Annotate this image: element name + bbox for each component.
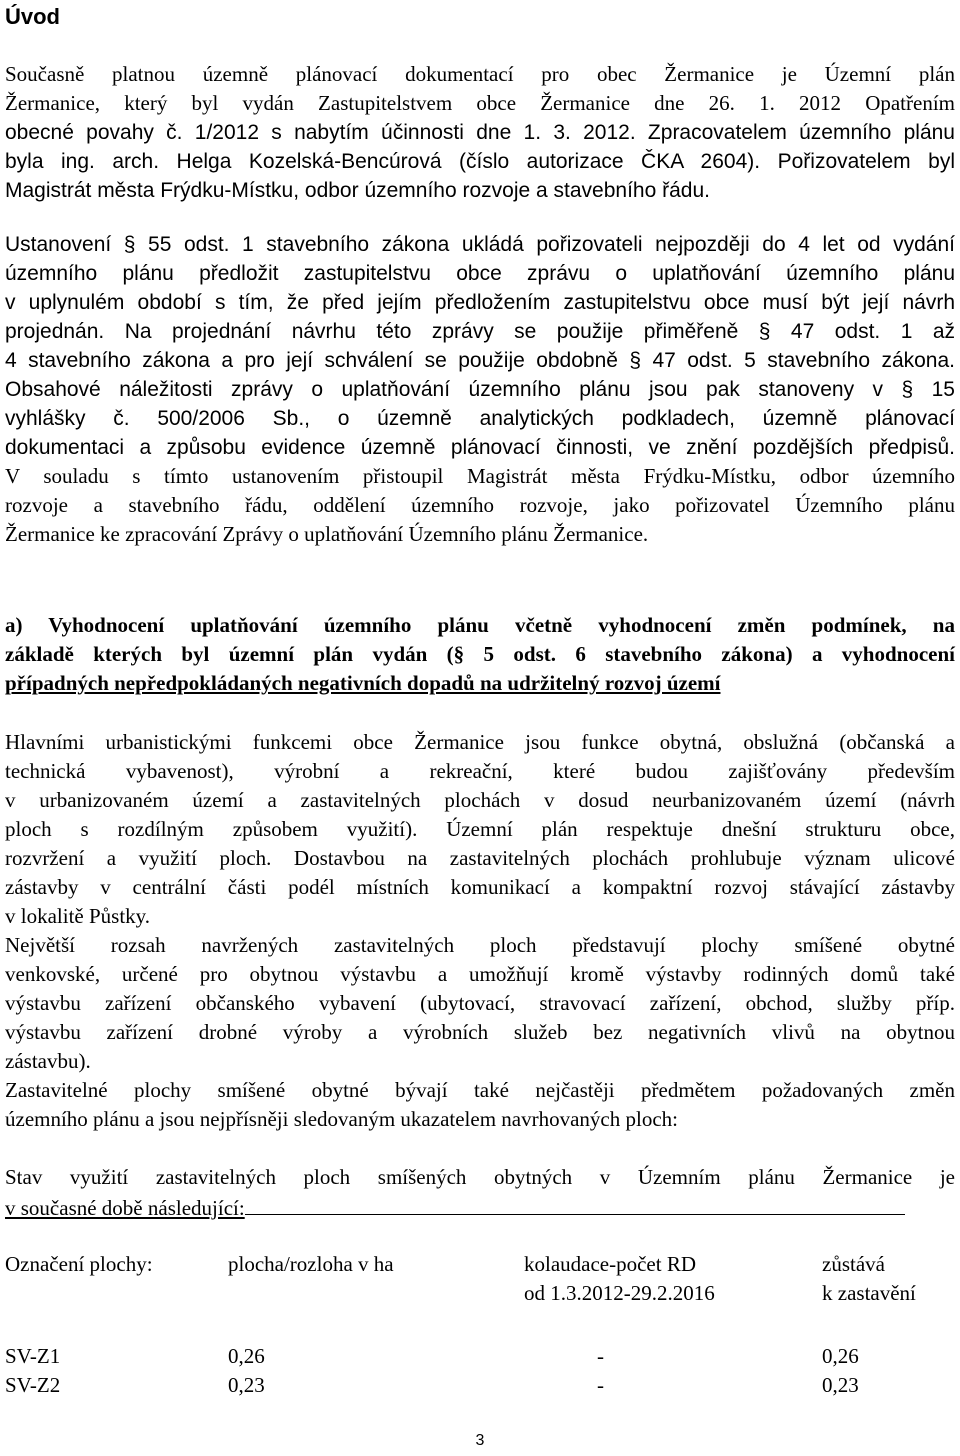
table-row-rozloha: 0,26 bbox=[228, 1344, 265, 1368]
table-row-zustava: 0,26 bbox=[822, 1344, 859, 1368]
table-header-zastaveni: k zastavění bbox=[822, 1281, 916, 1305]
law-line: Obsahové náležitosti zprávy o uplatňování územního plánu jsou pak stanoveny v § 15 bbox=[5, 378, 955, 401]
table-header-kolaudace-period: od 1.3.2012-29.2.2016 bbox=[524, 1281, 715, 1305]
intro-line: Magistrát města Frýdku-Místku, odbor územního rozvoje a stavebního řádu. bbox=[5, 179, 710, 202]
functions-line: technická vybavenost), výrobní a rekreační, které budou zajišťovány především bbox=[5, 759, 955, 783]
table-row-kolaudace: - bbox=[597, 1344, 604, 1368]
largest-line: zástavbu). bbox=[5, 1049, 91, 1073]
table-header-kolaudace: kolaudace-počet RD bbox=[524, 1252, 697, 1276]
law-line: V souladu s tímto ustanovením přistoupil Magistrát města Frýdku-Místku, odbor územního bbox=[5, 464, 955, 488]
law-line: 4 stavebního zákona a pro její schválení se použije obdobně § 47 odst. 5 stavebního zákona. bbox=[5, 349, 955, 372]
mixed-line: Zastavitelné plochy smíšené obytné bývají také nejčastěji předmětem požadovaných změn bbox=[5, 1078, 955, 1102]
functions-line: ploch s rozdílným způsobem využití). Územní plán respektuje dnešní strukturu obce, bbox=[5, 817, 955, 841]
table-header-zustava: zůstává bbox=[822, 1252, 885, 1276]
functions-line: v lokalitě Půstky. bbox=[5, 904, 151, 928]
table-row-kolaudace: - bbox=[597, 1373, 604, 1397]
law-line: dokumentaci a způsobu evidence územně plánovací činnosti, ve znění pozdějších předpisů. bbox=[5, 436, 955, 459]
functions-line: rozvržení a využití ploch. Dostavbou na zastavitelných plochách prohlubuje význam ulicové bbox=[5, 846, 955, 870]
section-a-heading-line: základě kterých byl územní plán vydán (§ 5 odst. 6 stavebního zákona) a vyhodnocení bbox=[5, 642, 955, 666]
table-header-plocha: Označení plochy: bbox=[5, 1252, 153, 1276]
table-header-rozloha: plocha/rozloha v ha bbox=[228, 1252, 394, 1276]
page-title: Úvod bbox=[5, 4, 60, 29]
functions-line: Hlavními urbanistickými funkcemi obce Žermanice jsou funkce obytná, obslužná (občanská a bbox=[5, 730, 955, 754]
table-row-rozloha: 0,23 bbox=[228, 1373, 265, 1397]
largest-line: výstavbu zařízení občanského vybavení (ubytovací, stravovací zařízení, obchod, služby příp. bbox=[5, 991, 955, 1015]
law-line: Ustanovení § 55 odst. 1 stavebního zákona ukládá pořizovateli nejpozději do 4 let od vydání bbox=[5, 233, 955, 256]
functions-line: v urbanizovaném území a zastavitelných plochách v dosud neurbanizovaném území (návrh bbox=[5, 788, 955, 812]
largest-line: venkovské, určené pro obytnou výstavbu a umožňují kromě výstavby rodinných domů také bbox=[5, 962, 955, 986]
largest-line: Největší rozsah navržených zastavitelných ploch představují plochy smíšené obytné bbox=[5, 933, 955, 957]
page-number: 3 bbox=[475, 1432, 485, 1449]
table-row-zustava: 0,23 bbox=[822, 1373, 859, 1397]
status-underline-filler bbox=[245, 1192, 905, 1215]
status-line: Stav využití zastavitelných ploch smíšených obytných v Územním plánu Žermanice je bbox=[5, 1165, 955, 1189]
law-line: vyhlášky č. 500/2006 Sb., o územně analytických podkladech, územně plánovací bbox=[5, 407, 955, 430]
mixed-line: územního plánu a jsou nejpřísněji sledovaným ukazatelem navrhovaných ploch: bbox=[5, 1107, 678, 1131]
status-line-2: v současné době následující: bbox=[5, 1196, 245, 1220]
section-a-heading-line: a) Vyhodnocení uplatňování územního plánu včetně vyhodnocení změn podmínek, na bbox=[5, 613, 955, 637]
intro-line: byla ing. arch. Helga Kozelská-Bencúrová (číslo autorizace ČKA 2604). Pořizovatelem byl bbox=[5, 150, 955, 173]
section-a-heading-line: případných nepředpokládaných negativních dopadů na udržitelný rozvoj území bbox=[5, 671, 721, 695]
law-line: v uplynulém období s tím, že před jejím předložením zastupitelstvu obce musí být její návrh bbox=[5, 291, 955, 314]
table-row-plocha: SV-Z1 bbox=[5, 1344, 61, 1368]
law-line: územního plánu předložit zastupitelstvu obce zprávu o uplatňování územního plánu bbox=[5, 262, 955, 285]
status-line bbox=[5, 1192, 955, 1223]
intro-line: Současně platnou územně plánovací dokumentací pro obec Žermanice je Územní plán bbox=[5, 62, 955, 86]
law-line: rozvoje a stavebního řádu, oddělení územního rozvoje, jako pořizovatel Územního plánu bbox=[5, 493, 955, 517]
law-line: Žermanice ke zpracování Zprávy o uplatňování Územního plánu Žermanice. bbox=[5, 522, 649, 546]
largest-line: výstavbu zařízení drobné výroby a výrobních služeb bez negativních vlivů na obytnou bbox=[5, 1020, 955, 1044]
functions-line: zástavby v centrální části podél místních komunikací a kompaktní rozvoj stávající zástavby bbox=[5, 875, 955, 899]
intro-line: Žermanice, který byl vydán Zastupitelstvem obce Žermanice dne 26. 1. 2012 Opatřením bbox=[5, 91, 955, 115]
intro-line: obecné povahy č. 1/2012 s nabytím účinnosti dne 1. 3. 2012. Zpracovatelem územního plánu bbox=[5, 121, 955, 144]
law-line: projednán. Na projednání návrhu této zprávy se použije přiměřeně § 47 odst. 1 až bbox=[5, 320, 955, 343]
table-row-plocha: SV-Z2 bbox=[5, 1373, 61, 1397]
